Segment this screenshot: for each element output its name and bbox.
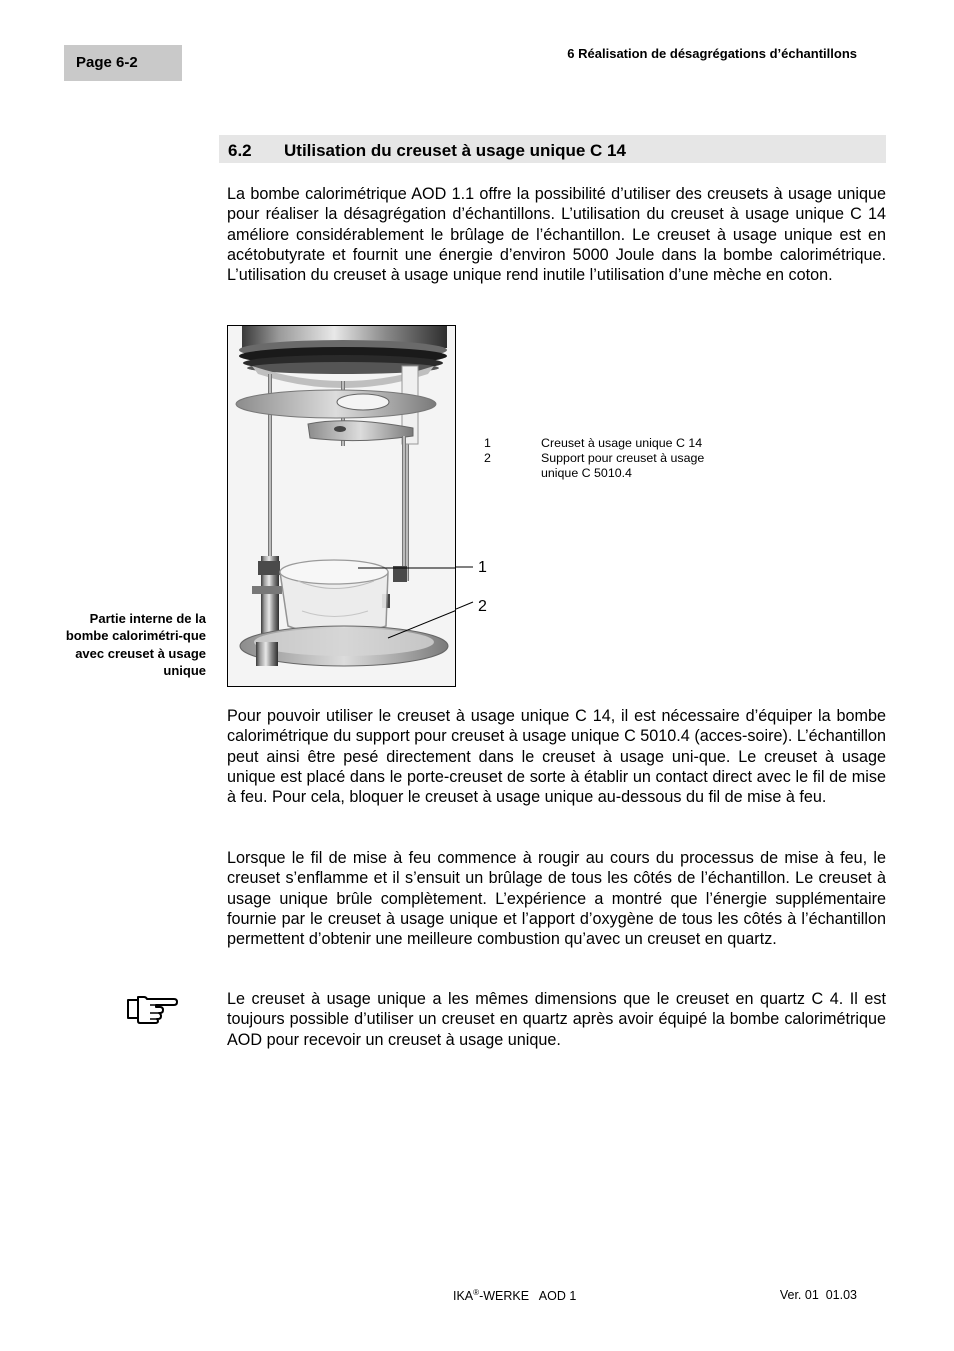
footer-version: Ver. 01 01.03 [779,1288,857,1302]
page-number-badge [64,45,182,81]
section-heading [219,135,886,163]
callout-2: 2 [478,598,487,615]
pointing-hand-icon [126,994,178,1024]
paragraph-ignition: Lorsque le fil de mise à feu commence à rougir au cours du processus de mise à feu, le creuset s’enflamme et il s’ensuit un brûlage de tous les côtés de l’échantillon. Le creuset à usage unique brûle complètement. L’expérience a montré que l’énergie supplémentaire fournie par le creuset à usage unique et l’apport d’oxygène de tous les côtés à l’échantillon permettent d’obtenir une meilleure combustion qu’avec un creuset en quartz. [227,849,886,949]
paragraph-intro: La bombe calorimétrique AOD 1.1 offre la possibilité d’utiliser des creusets à usage unique pour réaliser la désagrégation d’échantillons. L’utilisation du creuset à usage unique C 14 améliore considérablement le brûlage de l’échantillon. Le creuset à usage unique est en acétobutyrate et fournit une énergie d’environ 5000 Joule dans la bombe calorimétrique. L’utilisation du creuset à usage unique rend inutile l’utilisation d’une mèche en coton. [227,185,886,285]
bomb-interior-photo [227,325,456,687]
paragraph-installation: Pour pouvoir utiliser le creuset à usage unique C 14, il est nécessaire d’équiper la bombe calorimétrique du support pour creuset à usage unique C 5010.4 (acces-soire). L’échantillon peut ainsi être pesé directement dans le creuset à usage uni-que. Le creuset à usage unique est placé dans le porte-creuset de sorte à établir un contact direct avec le fil de mise à feu. Pour cela, bloquer le creuset à usage unique au-dessous du fil de mise à feu. [227,707,886,807]
paragraph-note: Le creuset à usage unique a les mêmes dimensions que le creuset en quartz C 4. Il est toujours possible d’utiliser un creuset en quartz après avoir équipé la bombe calorimétrique AOD pour recevoir un creuset à usage unique. [227,990,886,1049]
legend-item [484,451,716,481]
section-title: Utilisation du creuset à usage unique C 14 [284,141,626,160]
legend-number: 1 [484,436,491,450]
footer-brand: IKA®-WERKE AOD 1 [453,1288,577,1304]
legend-number: 2 [484,451,491,465]
legend-text: Support pour creuset à usage unique C 5010.4 [541,451,705,480]
callout-lines [456,560,476,620]
figure-legend [484,436,716,481]
legend-text: Creuset à usage unique C 14 [541,436,703,450]
figure-caption: Partie interne de la bombe calorimétri-que avec creuset à usage unique [65,611,206,678]
chapter-title: 6 Réalisation de désagrégations d’échantillons [567,46,857,61]
page-label: Page 6-2 [76,54,138,71]
legend-item [484,436,716,451]
bomb-interior-illustration [228,326,456,687]
section-number: 6.2 [228,141,252,160]
callout-1: 1 [478,559,487,576]
